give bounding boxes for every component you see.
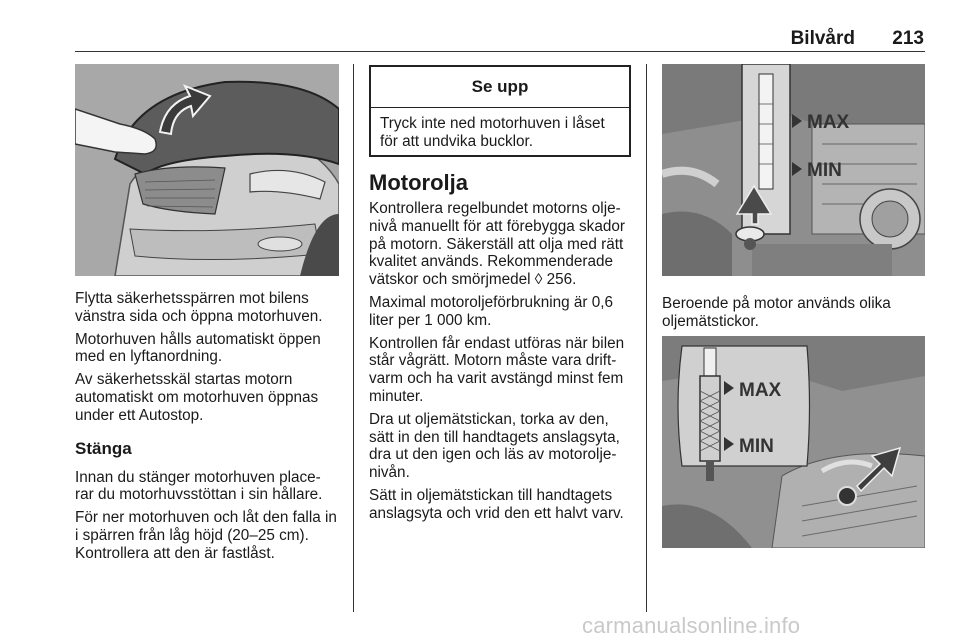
paragraph: Flytta säkerhetsspärren mot bilens vänstra sida och öppna motorhuven. [75,290,323,325]
column-divider-left [353,64,354,612]
min-label: MIN [807,160,842,181]
paragraph: Motorhuven hålls automatiskt öppen med en lyftanordning. [75,330,321,366]
left-text-block [75,290,339,563]
paragraph: Dra ut oljemätstickan, torka av den, sätt in den till handtagets anslagsyta, dra ut den igen och läs av motorolje-nivån. [369,410,620,482]
page-number: 213 [892,28,924,49]
section-heading-motorolja: Motorolja [369,170,468,195]
middle-text-block [369,170,633,523]
column-divider-right [646,64,647,612]
engine-dipstick-illustration-1 [662,64,925,276]
min-label: MIN [739,436,774,457]
section-title: Bilvård [790,28,855,49]
header-divider [75,51,925,52]
paragraph: Maximal motoroljeförbrukning är 0,6 liter per 1 000 km. [369,293,614,329]
paragraph: Av säkerhetsskäl startas motorn automatiskt om motorhuven öppnas under ett Autostop. [75,371,319,424]
max-label: MAX [739,380,782,401]
caution-title: Se upp [371,67,629,108]
watermark: carmanualsonline.info [582,613,801,638]
engine-dipstick-illustration-2 [662,336,925,548]
max-label: MAX [807,112,850,133]
figure-caption: Beroende på motor används olika oljemätstickor. [662,295,891,330]
caution-text: Tryck inte ned motorhuven i låset för att undvika bucklor. [380,115,605,150]
paragraph: Kontrollera regelbundet motorns olje-nivå manuellt för att förebygga skador på motorn. Säkerställ att olja med rätt kvalitet används. Rekommenderade vätskor och smörjmedel ◊ 256. [369,200,625,289]
caution-box [369,65,631,157]
subheading-close: Stänga [75,438,132,458]
paragraph: Kontrollen får endast utföras när bilen står vågrätt. Motorn måste vara drift-varm och ha varit avstängd minst fem minuter. [369,334,625,405]
paragraph: Sätt in oljemätstickan till handtagets anslagsyta och vrid den ett halvt varv. [369,486,624,522]
paragraph: Innan du stänger motorhuven place-rar du motorhuvsstöttan i sin hållare. [75,468,323,504]
hood-release-illustration [75,64,339,276]
paragraph: För ner motorhuven och låt den falla in i spärren från låg höjd (20–25 cm). Kontrollera att den är fastlåst. [75,509,337,562]
